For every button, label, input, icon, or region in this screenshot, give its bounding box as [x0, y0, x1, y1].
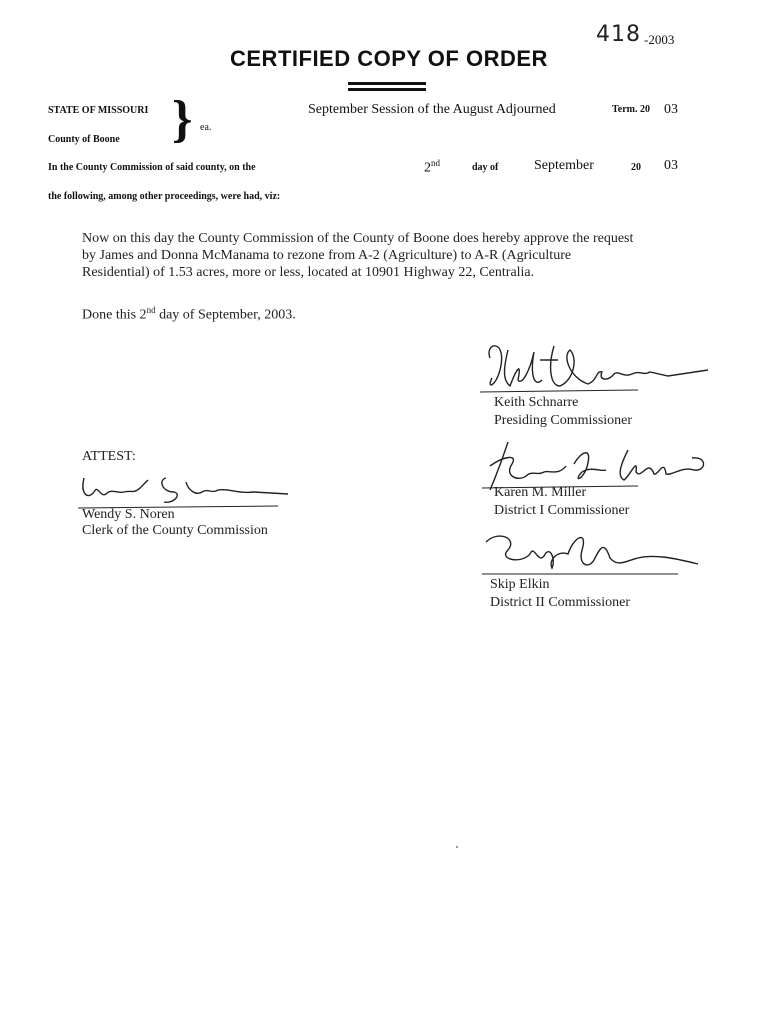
- paragraph-line-1: Now on this day the County Commission of the County of Boone does hereby approve the request: [82, 231, 634, 246]
- signatory-3-name: Skip Elkin: [490, 577, 550, 592]
- attest-title: Clerk of the County Commission: [82, 523, 268, 538]
- signatory-1-name: Keith Schnarre: [494, 395, 579, 410]
- paragraph-line-2: by James and Donna McManama to rezone from A-2 (Agriculture) to A-R (Agriculture: [82, 248, 572, 263]
- order-paragraph: [82, 230, 702, 281]
- attest-name: Wendy S. Noren: [82, 507, 175, 522]
- handwritten-order-number: 418: [596, 22, 641, 47]
- signatory-1-title: Presiding Commissioner: [494, 413, 633, 428]
- caption-brace: }: [172, 91, 193, 148]
- day-value: 2nd: [424, 158, 440, 176]
- day-of-label: day of: [472, 162, 499, 173]
- done-line: Done this 2nd day of September, 2003.: [82, 305, 296, 323]
- following-line: the following, among other proceedings, were had, viz:: [48, 191, 281, 202]
- document-title: CERTIFIED COPY OF ORDER: [230, 46, 548, 71]
- year-value: 03: [664, 158, 678, 173]
- signatory-3-title: District II Commissioner: [490, 595, 630, 610]
- title-rule-top: [348, 82, 426, 85]
- title-rule-bottom: [348, 88, 426, 91]
- state-label: STATE OF MISSOURI: [48, 105, 149, 116]
- term-label: Term. 20: [612, 104, 650, 115]
- ss-abbrev: ea.: [200, 122, 212, 133]
- order-year: -2003: [644, 32, 675, 47]
- month-value: September: [534, 158, 594, 173]
- county-label: County of Boone: [48, 134, 120, 145]
- paragraph-line-3: Residential) of 1.53 acres, more or less, located at 10901 Highway 22, Centralia.: [82, 265, 535, 280]
- scan-speck: [456, 846, 458, 848]
- attest-label: ATTEST:: [82, 449, 136, 464]
- signatory-2-title: District I Commissioner: [494, 503, 630, 518]
- session-text: September Session of the August Adjourned: [308, 102, 556, 117]
- year-label: 20: [631, 162, 641, 173]
- signature-keith-schnarre: [478, 330, 728, 400]
- signature-skip-elkin: [478, 520, 718, 582]
- commission-line: In the County Commission of said county, on the: [48, 162, 256, 173]
- signatory-2-name: Karen M. Miller: [494, 485, 587, 500]
- term-year: 03: [664, 102, 678, 117]
